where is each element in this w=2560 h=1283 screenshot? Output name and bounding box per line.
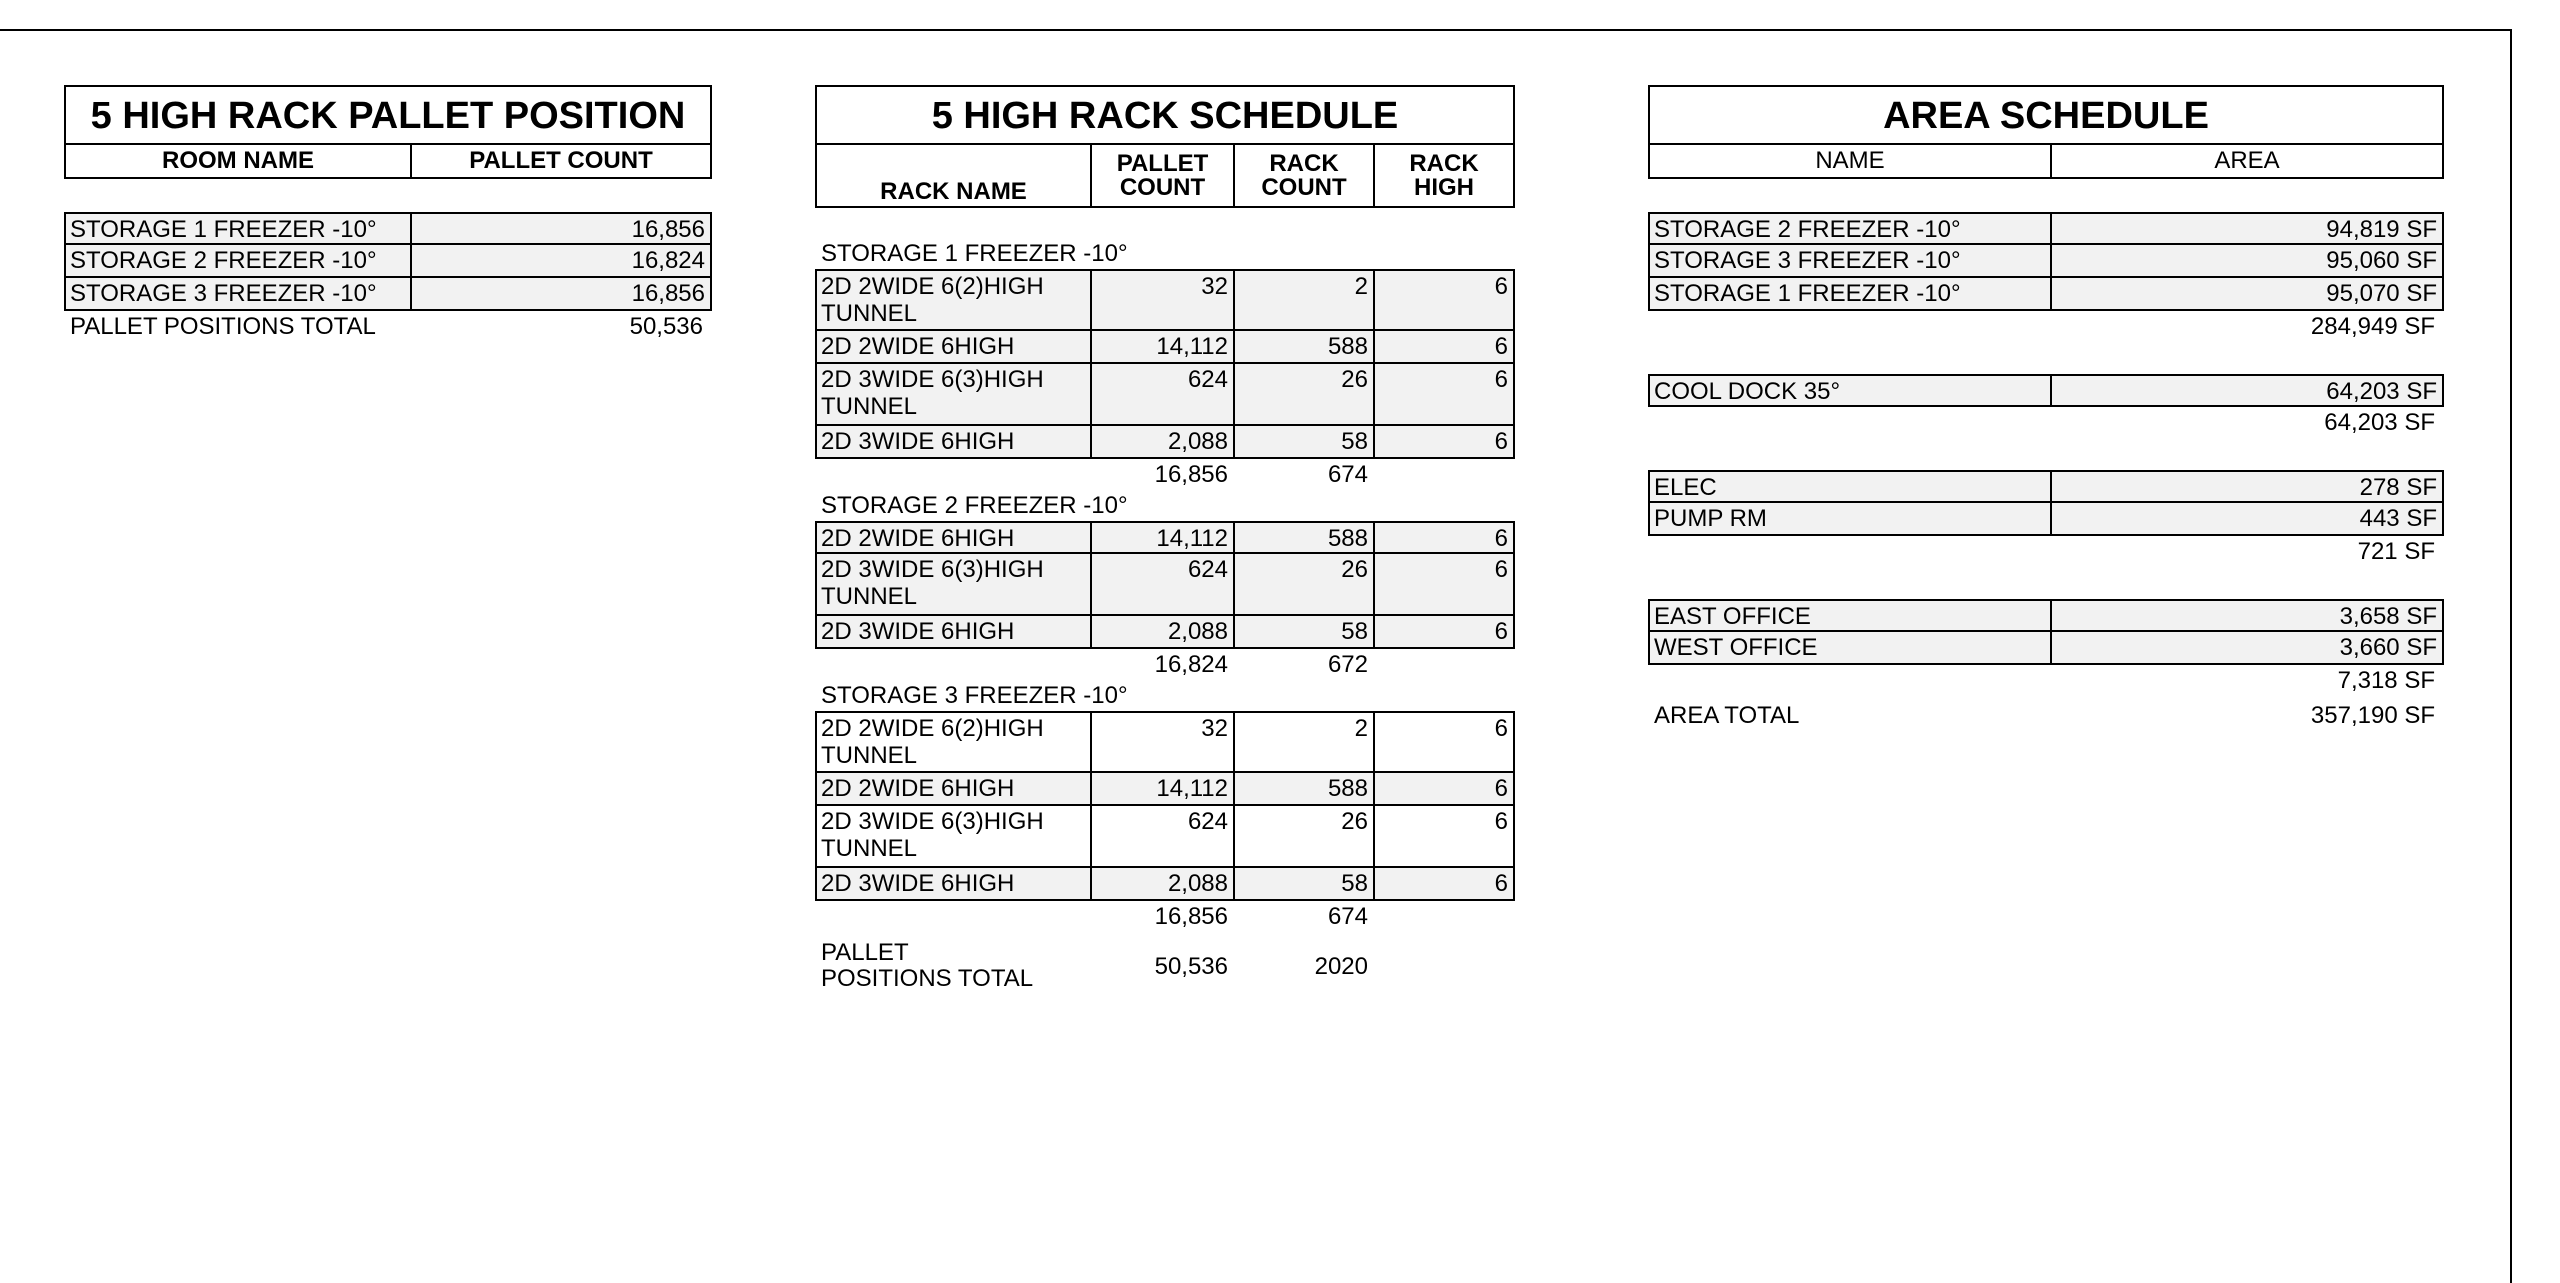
- area-group-gap: [1648, 340, 2444, 374]
- rack-group-label: STORAGE 1 FREEZER -10°: [821, 240, 1128, 267]
- rack-high-cell: 6: [1494, 715, 1508, 742]
- area-subtotal-value: 721 SF: [2357, 538, 2435, 565]
- area-name-cell: STORAGE 1 FREEZER -10°: [1650, 278, 2052, 309]
- rack-count-cell: 58: [1235, 616, 1375, 647]
- pallet-position-header: [64, 145, 712, 179]
- area-name-cell: COOL DOCK 35°: [1650, 376, 2052, 405]
- table-row: [815, 711, 1515, 773]
- header-rack-count: RACK COUNT: [1235, 145, 1375, 206]
- rack-subtotal-pallet: 16,824: [1154, 651, 1228, 678]
- rack-schedule-total-pallet: 50,536: [1154, 952, 1228, 980]
- rack-name-cell: 2D 3WIDE 6HIGH: [817, 426, 1092, 457]
- rack-high-cell: 6: [1375, 426, 1513, 457]
- area-value-cell: 278 SF: [2052, 472, 2442, 501]
- rack-schedule-total-label: PALLET POSITIONS TOTAL: [821, 939, 1034, 992]
- table-row: [1648, 599, 2444, 632]
- rack-high-cell: 6: [1375, 523, 1513, 552]
- rack-high-cell: 6: [1375, 364, 1513, 424]
- area-value-cell: 443 SF: [2052, 503, 2442, 534]
- rack-subtotal-pallet: 16,856: [1154, 903, 1228, 930]
- area-name-cell: ELEC: [1650, 472, 2052, 501]
- sheet-border-top: [0, 29, 2512, 31]
- area-value-cell: 3,660 SF: [2052, 632, 2442, 663]
- rack-pallet-count-cell: 624: [1092, 364, 1235, 424]
- rack-schedule-title: 5 HIGH RACK SCHEDULE: [815, 85, 1515, 145]
- table-row: [815, 426, 1515, 459]
- table-row: [1648, 632, 2444, 665]
- area-subtotal-row: [1648, 311, 2444, 340]
- area-value-cell: 95,060 SF: [2052, 245, 2442, 276]
- rack-schedule: [815, 85, 1515, 992]
- table-row: [815, 616, 1515, 649]
- header-pallet-count: PALLET COUNT: [469, 147, 653, 174]
- rack-high-cell: 6: [1375, 616, 1513, 647]
- rack-name-cell: 2D 3WIDE 6(3)HIGH TUNNEL: [817, 806, 1092, 866]
- rack-subtotal-spacer: [815, 459, 1090, 488]
- area-subtotal-spacer: [1648, 665, 2050, 694]
- area-schedule-title: AREA SCHEDULE: [1648, 85, 2444, 145]
- area-schedule: [1648, 85, 2444, 729]
- area-value-cell: 95,070 SF: [2052, 278, 2442, 309]
- area-schedule-header: [1648, 145, 2444, 179]
- rack-count-cell: 588: [1235, 523, 1375, 552]
- rack-count-cell: 58: [1235, 868, 1375, 899]
- header-area-value: AREA: [2214, 147, 2280, 174]
- area-subtotal-spacer: [1648, 407, 2050, 436]
- area-subtotal-row: [1648, 536, 2444, 565]
- area-name-cell: WEST OFFICE: [1650, 632, 2052, 663]
- area-name-cell: STORAGE 2 FREEZER -10°: [1650, 214, 2052, 243]
- area-group-gap: [1648, 179, 2444, 212]
- table-row: [1648, 245, 2444, 278]
- pallet-count-cell: 16,824: [412, 245, 710, 276]
- header-rack-high: RACK HIGH: [1409, 149, 1479, 201]
- table-row: [815, 554, 1515, 616]
- rack-subtotal-row: [815, 649, 1515, 678]
- area-value-cell: 94,819 SF: [2052, 214, 2442, 243]
- area-group-gap: [1648, 565, 2444, 599]
- area-total-label: AREA TOTAL: [1654, 702, 1800, 729]
- area-subtotal-value: 64,203 SF: [2324, 409, 2435, 436]
- rack-schedule-header: [815, 145, 1515, 208]
- rack-name-cell: 2D 3WIDE 6(3)HIGH TUNNEL: [817, 554, 1092, 614]
- rack-count-cell: 588: [1235, 331, 1375, 362]
- pallet-position-total-label: PALLET POSITIONS TOTAL: [70, 313, 376, 340]
- area-subtotal-row: [1648, 665, 2444, 694]
- rack-subtotal-rack: 674: [1327, 903, 1368, 930]
- rack-schedule-total-row: [815, 938, 1515, 992]
- pallet-position-title: 5 HIGH RACK PALLET POSITION: [64, 85, 712, 145]
- rack-pallet-count-cell: 2,088: [1092, 426, 1235, 457]
- rack-subtotal-pallet: 16,856: [1154, 461, 1228, 488]
- rack-high-cell: 6: [1375, 868, 1513, 899]
- table-row: [1648, 212, 2444, 245]
- table-row: [815, 806, 1515, 868]
- rack-subtotal-rack: 672: [1327, 651, 1368, 678]
- rack-high-cell: 6: [1375, 331, 1513, 362]
- rack-pallet-count-cell: 14,112: [1092, 773, 1235, 804]
- rack-name-cell: 2D 2WIDE 6HIGH: [817, 523, 1092, 552]
- area-subtotal-spacer: [1648, 311, 2050, 340]
- table-row: [64, 278, 712, 311]
- rack-schedule-total-rack: 2020: [1314, 952, 1368, 980]
- rack-group-label: STORAGE 3 FREEZER -10°: [821, 682, 1128, 709]
- area-group-gap: [1648, 436, 2444, 470]
- header-rack-name: RACK NAME: [817, 145, 1092, 206]
- rack-name-cell: 2D 2WIDE 6(2)HIGH TUNNEL: [817, 271, 1092, 329]
- rack-name-cell: 2D 3WIDE 6HIGH: [817, 616, 1092, 647]
- header-area-name: NAME: [1650, 145, 2052, 177]
- rack-pallet-count-cell: 624: [1092, 806, 1235, 866]
- table-row: [815, 773, 1515, 806]
- rack-count-cell: 26: [1235, 806, 1375, 866]
- pallet-position-schedule: [64, 85, 712, 340]
- pallet-count-cell: 16,856: [412, 214, 710, 243]
- table-row: [815, 868, 1515, 901]
- area-name-cell: STORAGE 3 FREEZER -10°: [1650, 245, 2052, 276]
- rack-high-cell: 6: [1375, 271, 1513, 329]
- header-room-name: ROOM NAME: [66, 145, 412, 177]
- rack-pallet-count-cell: 32: [1092, 713, 1235, 771]
- table-row: [815, 331, 1515, 364]
- area-total-value: 357,190 SF: [2310, 702, 2435, 729]
- rack-subtotal-spacer: [815, 649, 1090, 678]
- area-subtotal-row: [1648, 407, 2444, 436]
- rack-name-cell: 2D 2WIDE 6(2)HIGH TUNNEL: [817, 713, 1092, 771]
- area-subtotal-spacer: [1648, 536, 2050, 565]
- room-name-cell: STORAGE 3 FREEZER -10°: [66, 278, 412, 309]
- rack-count-cell: 26: [1235, 364, 1375, 424]
- area-total-row: [1648, 700, 2444, 729]
- table-row: [815, 521, 1515, 554]
- area-subtotal-value: 284,949 SF: [2310, 313, 2435, 340]
- table-row: [64, 212, 712, 245]
- rack-pallet-count-cell: 32: [1092, 271, 1235, 329]
- rack-subtotal-row: [815, 459, 1515, 488]
- header-rack-pallet-count: PALLET COUNT: [1092, 145, 1235, 206]
- pallet-position-total-row: [64, 311, 712, 340]
- pallet-position-total-value: 50,536: [629, 313, 703, 340]
- rack-group-label: STORAGE 2 FREEZER -10°: [821, 492, 1128, 519]
- area-name-cell: PUMP RM: [1650, 503, 2052, 534]
- rack-high-cell: 6: [1375, 773, 1513, 804]
- rack-pallet-count-cell: 624: [1092, 554, 1235, 614]
- table-row: [1648, 470, 2444, 503]
- rack-name-cell: 2D 2WIDE 6HIGH: [817, 331, 1092, 362]
- area-subtotal-value: 7,318 SF: [2337, 667, 2435, 694]
- rack-high-cell: 6: [1494, 808, 1508, 835]
- rack-name-cell: 2D 2WIDE 6HIGH: [817, 773, 1092, 804]
- table-row: [815, 269, 1515, 331]
- area-value-cell: 64,203 SF: [2052, 376, 2442, 405]
- rack-pallet-count-cell: 14,112: [1092, 523, 1235, 552]
- rack-name-cell: 2D 3WIDE 6HIGH: [817, 868, 1092, 899]
- table-row: [1648, 278, 2444, 311]
- rack-count-cell: 58: [1235, 426, 1375, 457]
- rack-count-cell: 2: [1235, 713, 1375, 771]
- pallet-count-cell: 16,856: [412, 278, 710, 309]
- room-name-cell: STORAGE 1 FREEZER -10°: [66, 214, 412, 243]
- rack-pallet-count-cell: 2,088: [1092, 616, 1235, 647]
- room-name-cell: STORAGE 2 FREEZER -10°: [66, 245, 412, 276]
- table-row: [64, 245, 712, 278]
- rack-name-cell: 2D 3WIDE 6(3)HIGH TUNNEL: [817, 364, 1092, 424]
- rack-count-cell: 2: [1235, 271, 1375, 329]
- rack-pallet-count-cell: 14,112: [1092, 331, 1235, 362]
- rack-subtotal-rack: 674: [1327, 461, 1368, 488]
- rack-high-cell: 6: [1375, 554, 1513, 614]
- sheet-border-right: [2510, 29, 2512, 1283]
- rack-count-cell: 26: [1235, 554, 1375, 614]
- rack-count-cell: 588: [1235, 773, 1375, 804]
- rack-subtotal-spacer: [815, 901, 1090, 930]
- rack-subtotal-row: [815, 901, 1515, 930]
- table-row: [1648, 374, 2444, 407]
- table-row: [815, 364, 1515, 426]
- area-value-cell: 3,658 SF: [2052, 601, 2442, 630]
- rack-pallet-count-cell: 2,088: [1092, 868, 1235, 899]
- table-row: [1648, 503, 2444, 536]
- area-name-cell: EAST OFFICE: [1650, 601, 2052, 630]
